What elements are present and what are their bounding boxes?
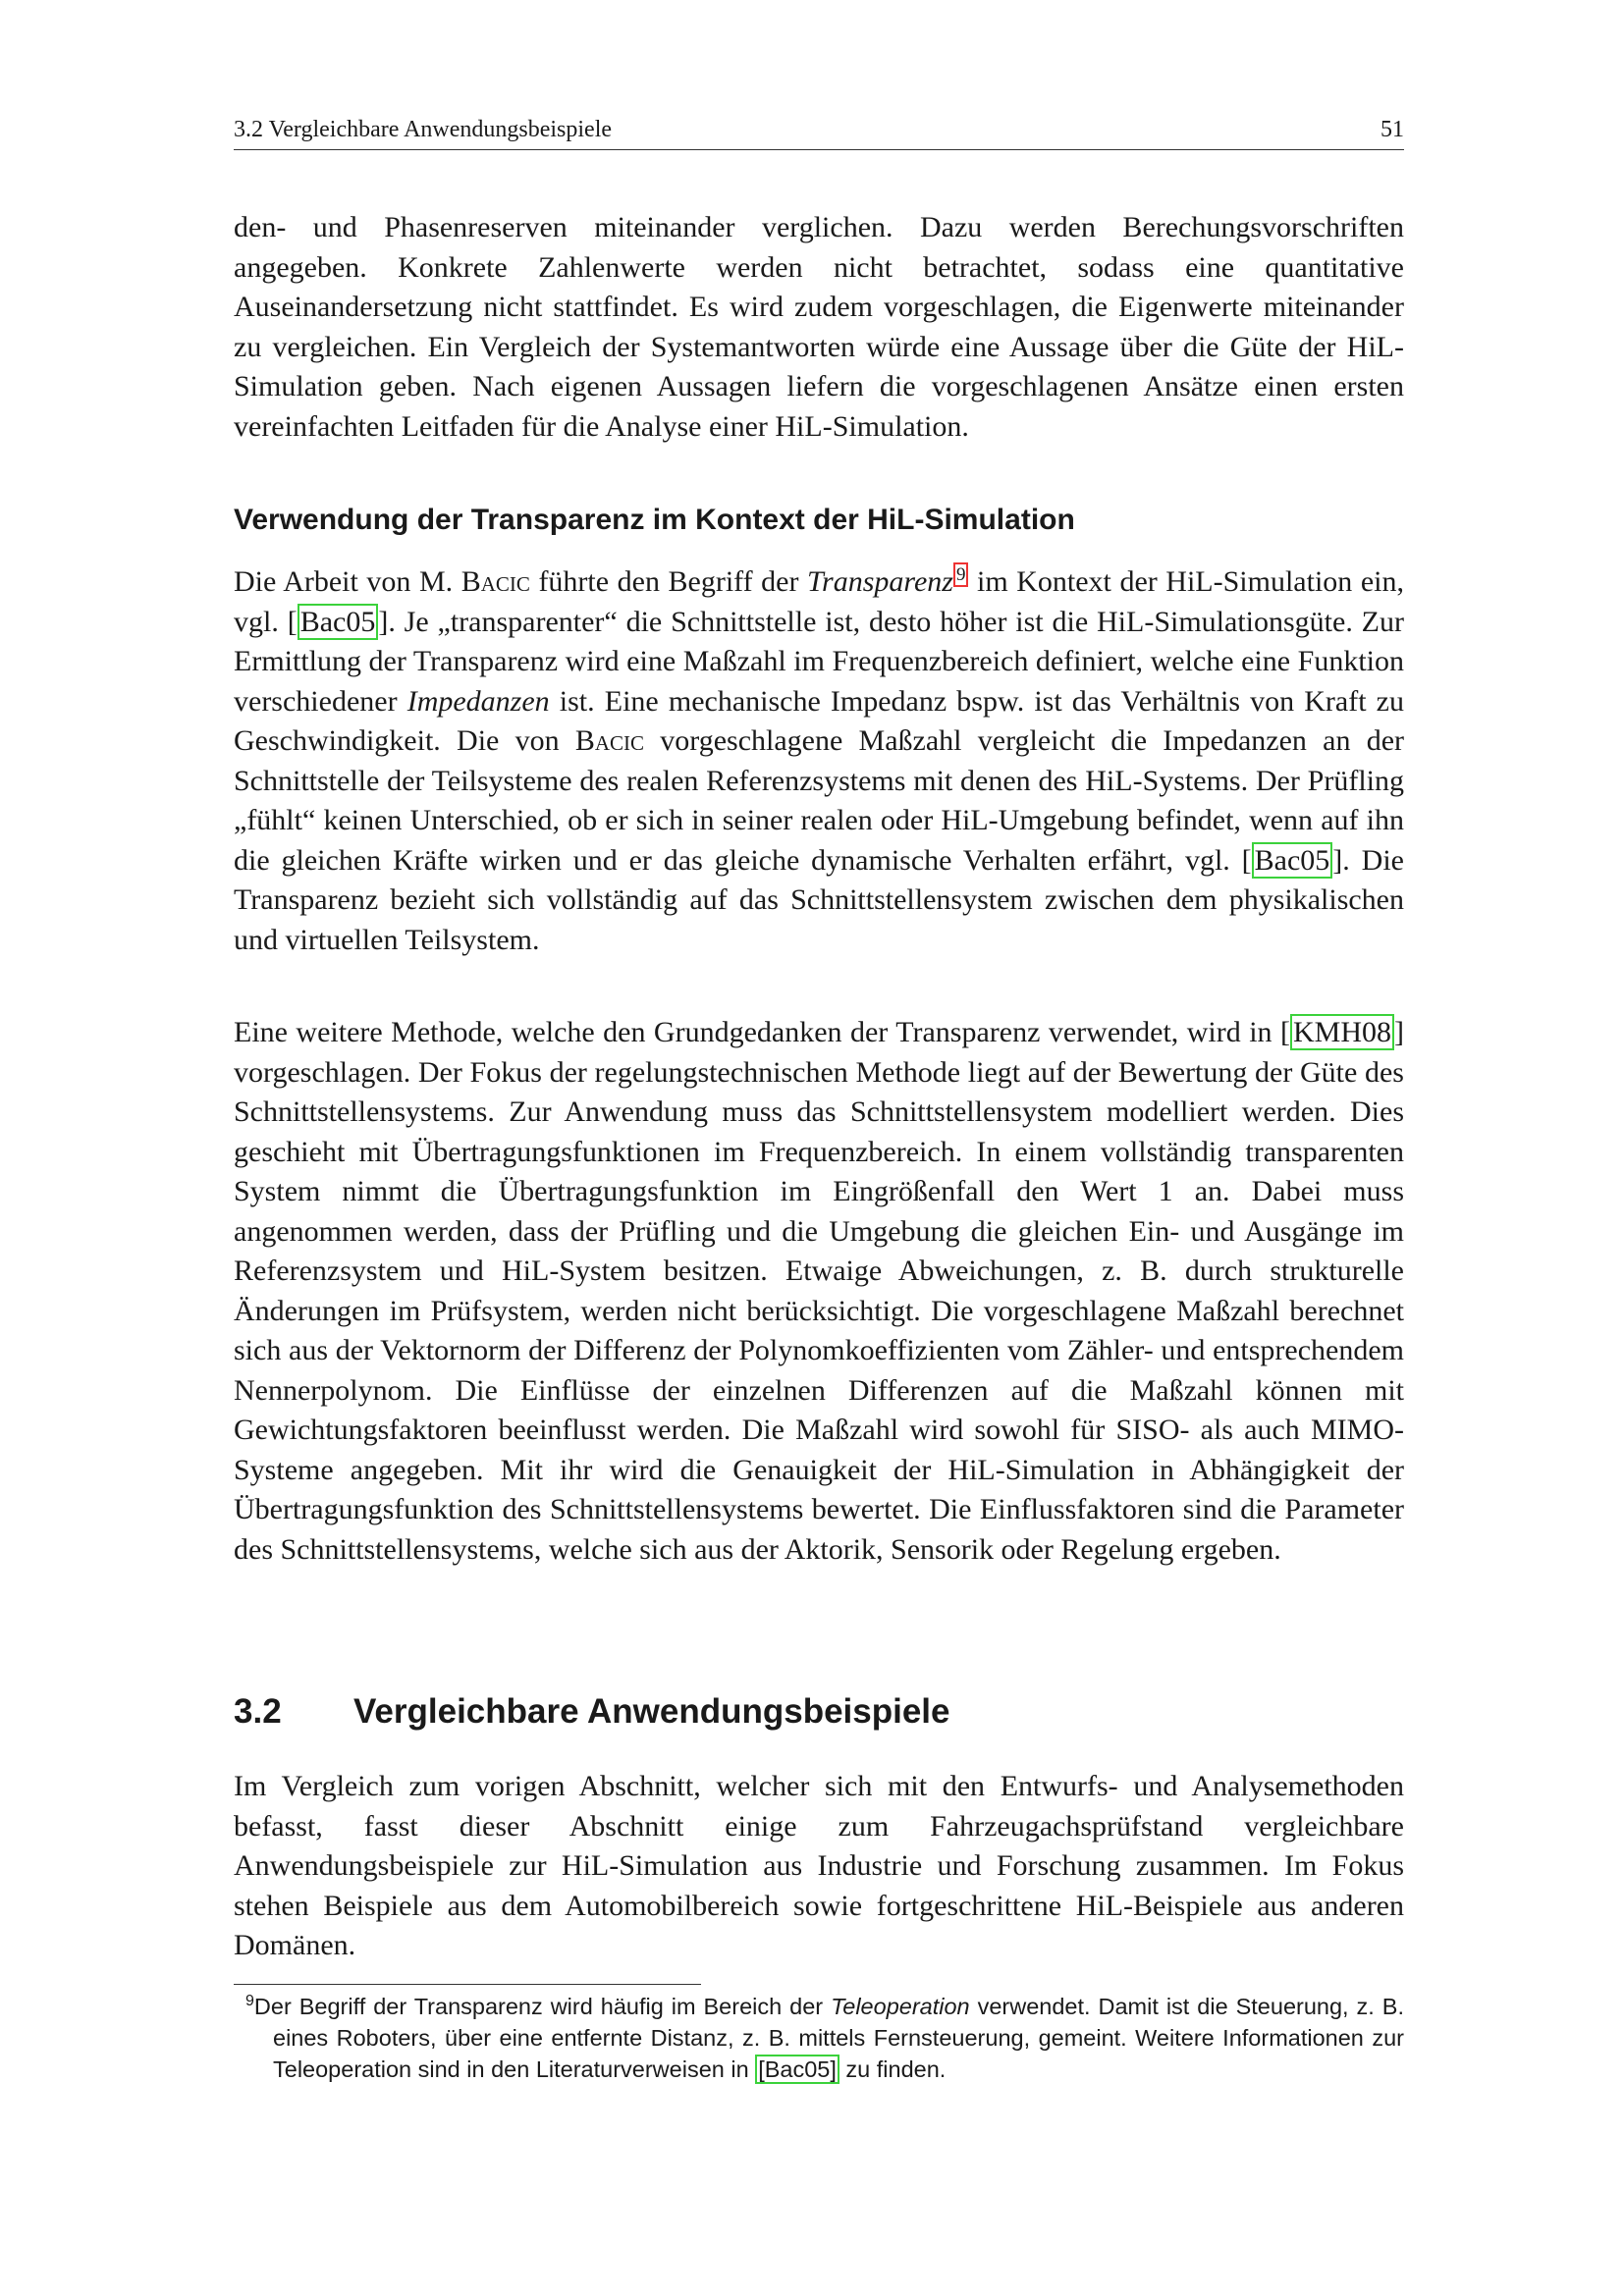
citation-link-kmh08[interactable]: KMH08 <box>1290 1014 1394 1050</box>
footnote-mark: 9 <box>245 1993 254 2010</box>
paragraph-2-text <box>234 562 1404 960</box>
author-name: Bacic <box>574 724 645 757</box>
section-heading <box>234 1690 950 1734</box>
document-page <box>234 0 1404 2296</box>
paragraph-1-text: den- und Phasenreserven miteinander verglichen. Dazu werden Berechungsvorschriften angegeben. Konkrete Zahlenwerte werden nicht betrachtet, sodass eine quantitative Auseinandersetzung nicht stattfindet. Es wird zudem vorgeschlagen, die Eigenwerte miteinander zu vergleichen. Ein Vergleich der Systemantworten würde eine Aussage über die Güte der HiL-Simulation geben. Nach eigenen Aussagen liefern die vorgeschlagenen Ansätze einen ersten vereinfachten Leitfaden für die Analyse einer HiL-Simulation. <box>234 211 1404 443</box>
paragraph-2-span: ]. Je „transparenter“ die Schnittstelle ist, desto höher ist die HiL-Simulationsgüte. Zur Ermittlung der Transparenz wird eine Maßzahl im Frequenzbereich definiert, welche eine Funktion verschiedener <box>234 605 1404 718</box>
footnote-span: zu finden. <box>839 2056 947 2082</box>
term-transparenz: Transparenz <box>807 565 953 598</box>
paragraph-2-span: ist. Eine mechanische Impedanz bspw. ist das Verhältnis von Kraft zu Geschwindigkeit. Die von <box>234 684 1404 757</box>
paragraph-2-span: im Kontext der HiL-Simulation ein, vgl. [ <box>234 565 1404 638</box>
footnote-span: verwendet. Damit ist die Steuerung, z. B. eines Roboters, über eine entfernte Distanz, z. B. mittels Fernsteuerung, gemeint. Weitere Informationen zur Teleoperation sind in den Literaturverweisen in <box>273 1994 1404 2082</box>
paragraph-2-span: vorgeschlagene Maßzahl vergleicht die Impedanzen an der Schnittstelle der Teilsysteme des realen Referenzsystems mit denen des HiL-Systems. Der Prüfling „fühlt“ keinen Unterschied, ob er sich in seiner realen oder HiL-Umgebung befindet, wenn auf ihn die gleichen Kräfte wirken und er das gleiche dynamische Verhalten erfährt, vgl. [ <box>234 724 1404 877</box>
term-teleoperation: Teleoperation <box>831 1994 970 2019</box>
paragraph-3-span: ] vorgeschlagen. Der Fokus der regelungstechnischen Methode liegt auf der Bewertung der Güte des Schnittstellensystems. Zur Anwendung muss das Schnittstellensystem modelliert werden. Dies geschieht mit Übertragungsfunktionen im Frequenzbereich. In einem vollständig transparenten System nimmt die Übertragungsfunktion im Eingrößenfall den Wert 1 an. Dabei muss angenommen werden, dass der Prüfling und die Umgebung die gleichen Ein- und Ausgänge im Referenzsystem und HiL-System besitzen. Etwaige Abweichungen, z. B. durch strukturelle Änderungen im Prüfsystem, werden nicht berücksichtigt. Die vorgeschlagene Maßzahl berechnet sich aus der Vektornorm der Differenz der Polynomkoeffizienten vom Zähler- und entsprechendem Nennerpolynom. Die Einflüsse der einzelnen Differenzen auf die Maßzahl können mit Gewichtungsfaktoren beeinflusst werden. Die Maßzahl wird sowohl für SISO- als auch MIMO-Systeme angegeben. Mit ihr wird die Genauigkeit der HiL-Simulation in Abhängigkeit der Übertragungsfunktion des Schnittstellensystems bewertet. Die Einflussfaktoren sind die Parameter des Schnittstellensystems, welche sich aus der Aktorik, Sensorik oder Regelung ergeben. <box>234 1016 1404 1566</box>
paragraph-2 <box>234 562 1404 960</box>
citation-link-bac05[interactable]: Bac05 <box>298 604 379 640</box>
paragraph-3 <box>234 1013 1404 1570</box>
citation-link-bac05[interactable]: Bac05 <box>1252 842 1333 879</box>
footnote-ref-link[interactable]: 9 <box>953 562 969 587</box>
section-title: Vergleichbare Anwendungsbeispiele <box>353 1692 950 1731</box>
paragraph-4 <box>234 1767 1404 1966</box>
footnote-rule <box>234 1984 701 1985</box>
paragraph-2-span: führte den Begriff der <box>529 565 808 598</box>
footnote-9 <box>234 1991 1404 2085</box>
subsection-heading: Verwendung der Transparenz im Kontext der HiL-Simulation <box>234 504 1075 536</box>
paragraph-4-text: Im Vergleich zum vorigen Abschnitt, welcher sich mit den Entwurfs- und Analysemethoden befasst, fasst dieser Abschnitt einige zum Fahrzeugachsprüfstand vergleichbare Anwendungsbeispiele zur HiL-Simulation aus Industrie und Forschung zusammen. Im Fokus stehen Beispiele aus dem Automobilbereich sowie fortgeschrittene HiL-Beispiele aus anderen Domänen. <box>234 1770 1404 1961</box>
citation-link-bac05[interactable]: [Bac05] <box>755 2055 839 2084</box>
paragraph-2-span: Die Arbeit von M. <box>234 565 461 598</box>
running-header-title: 3.2 Vergleichbare Anwendungsbeispiele <box>234 117 613 142</box>
paragraph-3-span: Eine weitere Methode, welche den Grundgedanken der Transparenz verwendet, wird in [ <box>234 1016 1290 1048</box>
paragraph-1 <box>234 208 1404 447</box>
running-header <box>234 110 1404 150</box>
footnote-span: Der Begriff der Transparenz wird häufig im Bereich der <box>253 1994 832 2019</box>
page-number: 51 <box>1380 117 1404 142</box>
paragraph-2-span: ]. Die Transparenz bezieht sich vollständig auf das Schnittstellensystem zwischen dem physikalischen und virtuellen Teilsystem. <box>234 843 1404 956</box>
author-name: Bacic <box>460 565 530 598</box>
footnote-text <box>234 1991 1404 2085</box>
term-impedanzen: Impedanzen <box>406 684 550 718</box>
section-number: 3.2 <box>234 1692 282 1731</box>
paragraph-3-text <box>234 1013 1404 1570</box>
